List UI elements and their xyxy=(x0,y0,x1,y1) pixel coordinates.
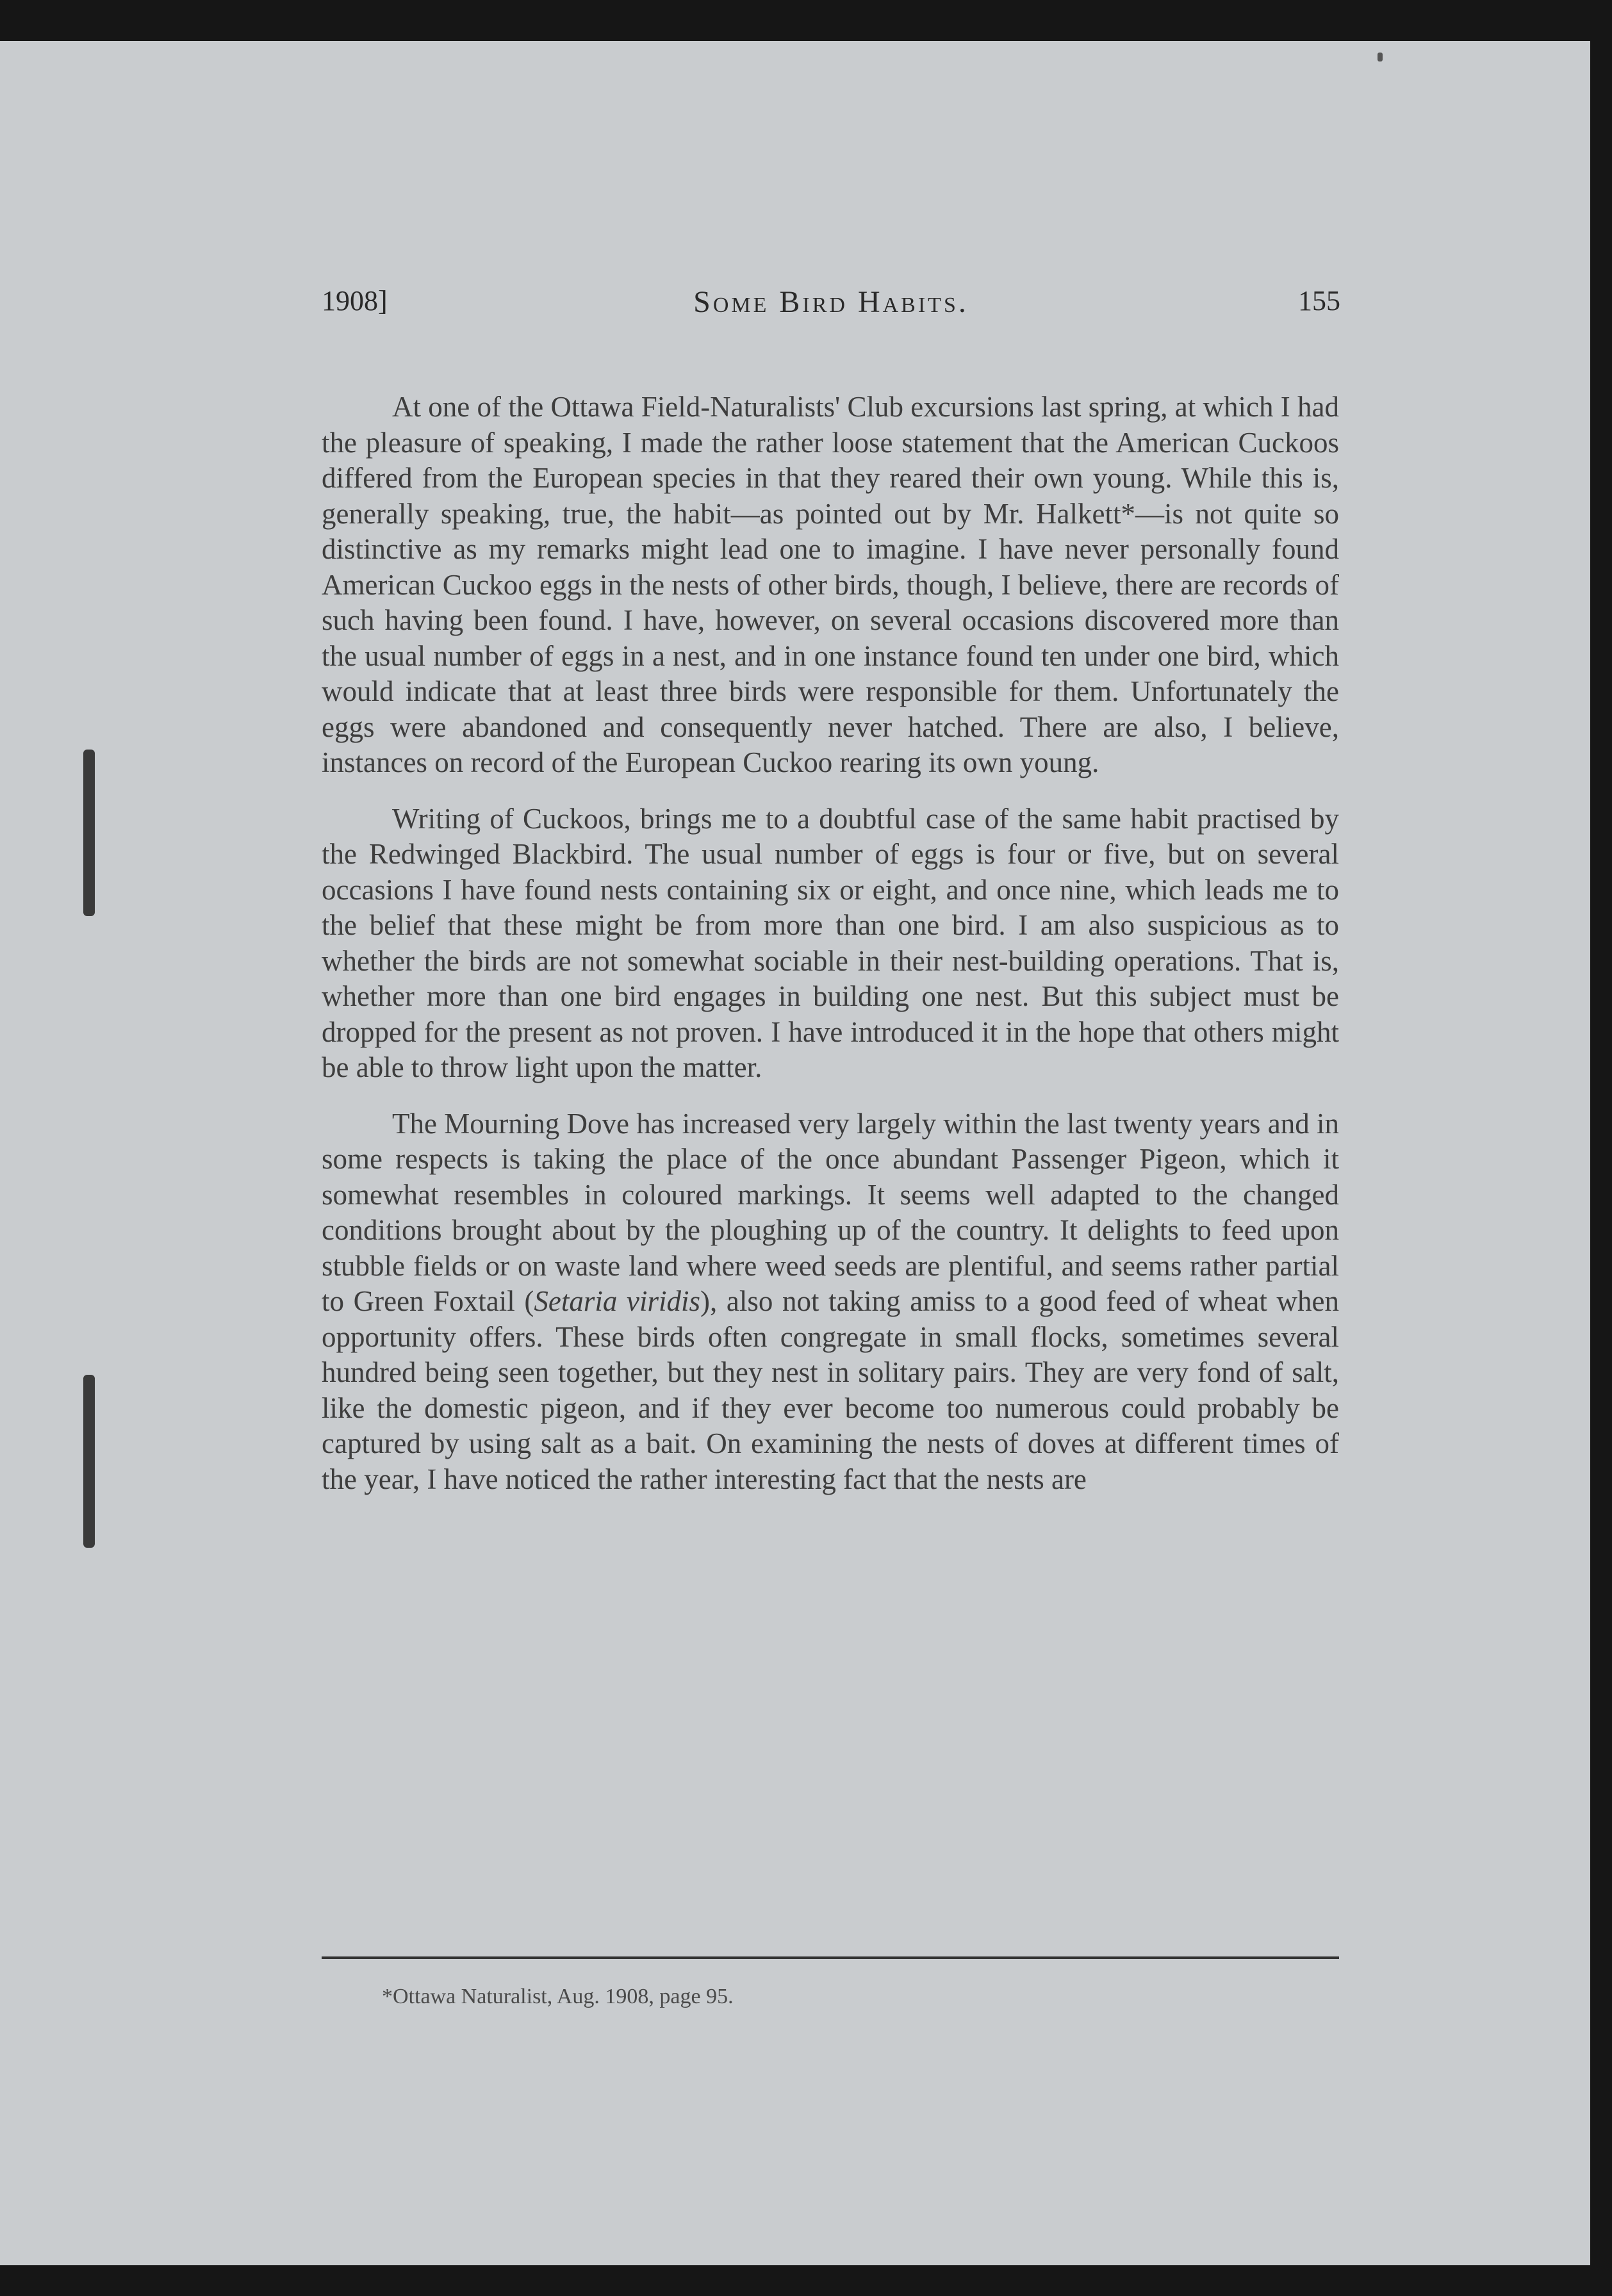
header-title: Some Bird Habits. xyxy=(693,285,969,319)
page-number: 155 xyxy=(1298,285,1340,316)
binding-mark-upper xyxy=(83,750,95,916)
binding-mark-lower xyxy=(83,1375,95,1548)
paragraph-cuckoos: At one of the Ottawa Field-Naturalists' Club excursions last spring, at which I had the pleasure of speaking, I made the rather loose statement that the American Cuckoos differed from the European species in that they reared their own young. While this is, generally speaking, true, the habit—as pointed out by Mr. Halkett*—is not quite so distinctive as my remarks might lead one to imagine. I have never personally found American Cuckoo eggs in the nests of other birds, though, I believe, there are records of such having been found. I have, however, on several occasions discovered more than the usual number of eggs in a nest, and in one instance found ten under one bird, which would indicate that at least three birds were responsible for them. Unfortunately the eggs were abandoned and consequently never hatched. There are also, I believe, instances on record of the European Cuckoo rearing its own young. xyxy=(322,391,1339,778)
paragraph-blackbird: Writing of Cuckoos, brings me to a doubtful case of the same habit practised by the Redwinged Blackbird. The usual number of eggs is four or five, but on several occasions I have found nests containing six or eight, and once nine, which leads me to the belief that these might be from more than one bird. I am also suspicious as to whether the birds are not somewhat sociable in their nest-building operations. That is, whether more than one bird engages in building one nest. But this subject must be dropped for the present as not proven. I have introduced it in the hope that others might be able to throw light upon the matter. xyxy=(322,802,1339,1083)
paragraph-mourning-dove: The Mourning Dove has increased very largely within the last twenty years and in some respects is taking the place of the once abundant Passenger Pigeon, which it somewhat resembles in coloured markings. It seems well adapted to the changed conditions brought about by the ploughing up of the country. It delights to feed upon stubble fields or on waste land where weed seeds are plentiful, and seems rather partial to Green Foxtail (Setaria viridis), also not taking amiss to a good feed of wheat when opportunity offers. These birds often congregate in small flocks, sometimes several hundred being seen together, but they nest in solitary pairs. They are very fond of salt, like the domestic pigeon, and if they ever become too numerous could probably be captured by using salt as a bait. On examining the nests of doves at different times of the year, I have noticed the rather interesting fact that the nests are xyxy=(322,1107,1340,1495)
article-body xyxy=(322,390,1339,1518)
footnote: *Ottawa Naturalist, Aug. 1908, page 95. xyxy=(382,1985,734,2008)
species-name: Setaria viridis xyxy=(534,1285,700,1317)
footnote-rule xyxy=(322,1956,1339,1959)
page-speck xyxy=(1378,53,1383,62)
running-header xyxy=(322,284,1340,336)
header-year: 1908] xyxy=(322,285,388,316)
